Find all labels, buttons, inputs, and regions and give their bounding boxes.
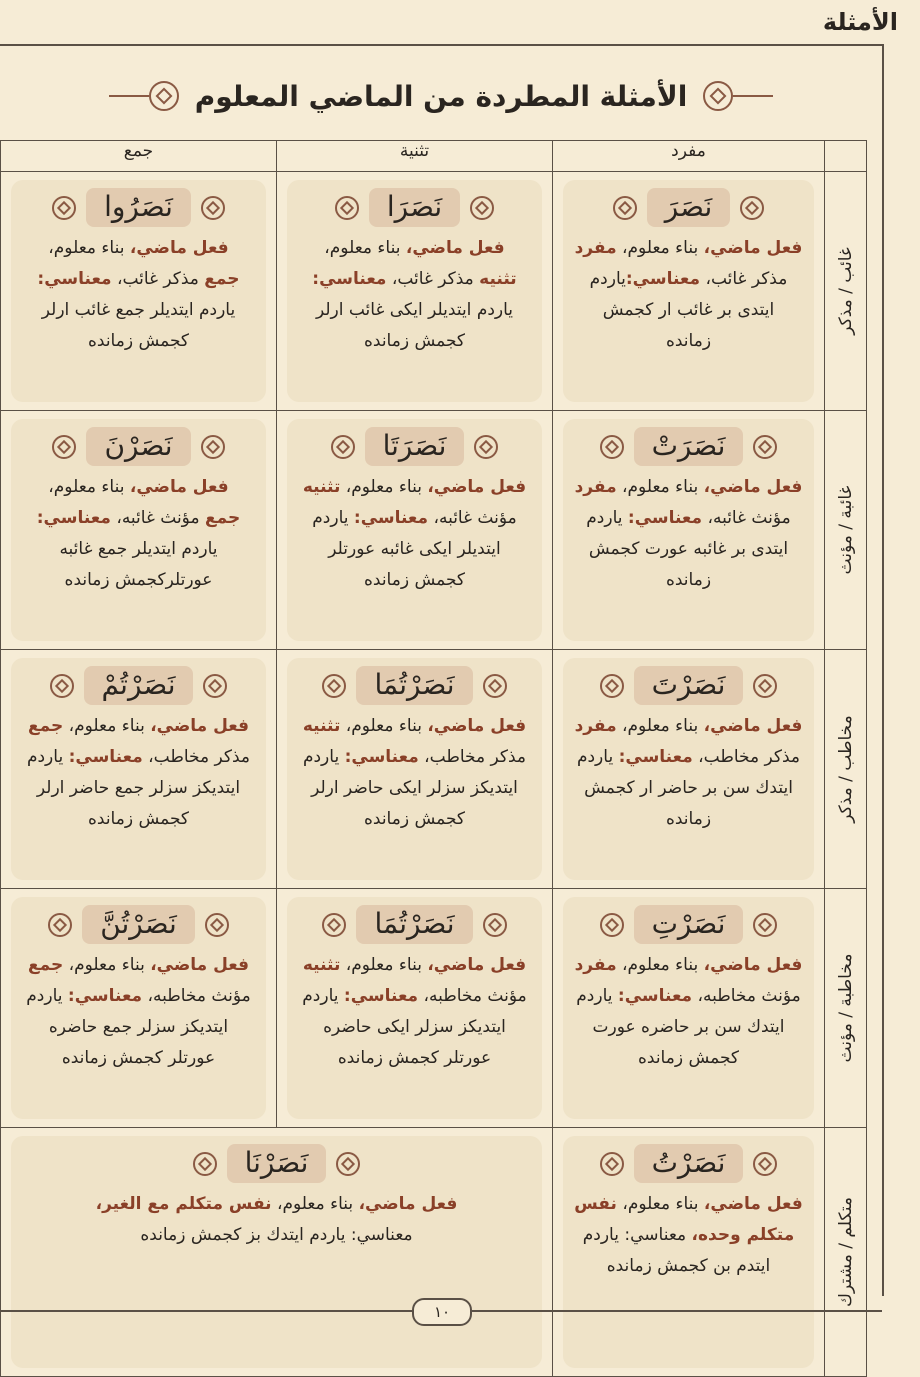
desc-bold: جمع <box>27 955 64 975</box>
desc-line-2 <box>17 742 260 773</box>
verb-description <box>17 950 260 1074</box>
desc-bold: معناسي: <box>37 269 112 289</box>
verb-row <box>569 1144 808 1183</box>
desc-text: مؤنث مخاطبه، <box>142 986 251 1006</box>
ornament-icon <box>600 913 624 937</box>
desc-line-3: ايتدم بن كجمش زمانده <box>606 1256 771 1276</box>
verb-form: نَصَرْتُنَّ <box>82 905 195 944</box>
desc-line-4: عورتلر كجمش زمانده <box>61 1048 216 1068</box>
desc-text: ياردم <box>26 747 69 767</box>
desc-line-2: معناسي: ياردم ايتدك بز كجمش زمانده <box>140 1225 413 1245</box>
desc-text: بناء معلوم، <box>616 955 704 975</box>
ornament-icon <box>205 913 229 937</box>
desc-text: مذكر غائب، <box>700 269 788 289</box>
desc-text: بناء معلوم، <box>616 238 704 258</box>
verb-form: نَصَرْنَ <box>86 427 190 466</box>
desc-line-1 <box>569 950 808 981</box>
col-head-plural: جمع <box>1 141 277 172</box>
table-row <box>1 172 867 411</box>
cell-card <box>563 658 814 880</box>
desc-line-1 <box>17 1189 536 1220</box>
table-cell <box>553 411 825 650</box>
ornament-line-right <box>733 95 773 97</box>
desc-line-1 <box>17 950 260 981</box>
chapter-title: الأمثلة <box>822 8 898 36</box>
verb-description <box>569 233 808 357</box>
desc-line-3: ياردم ايتديلر جمع غائب ارلر <box>41 300 236 320</box>
verb-form: نَصَرَتْ <box>634 427 744 466</box>
ornament-icon <box>52 435 76 459</box>
ornament-icon <box>600 1152 624 1176</box>
table-cell <box>1 411 277 650</box>
cell-card <box>11 180 266 402</box>
ornament-icon <box>474 435 498 459</box>
desc-text: مذكر مخاطب، <box>142 747 251 767</box>
desc-bold: نفس متكلم مع الغير، <box>95 1194 272 1214</box>
cell-card <box>11 658 266 880</box>
ornament-icon <box>203 674 227 698</box>
desc-line-4: زمانده <box>665 331 712 351</box>
desc-bold: فعل ماضي، <box>129 238 229 258</box>
ornament-icon <box>483 674 507 698</box>
row-label: مخاطب / مذكر <box>835 715 856 823</box>
ornament-icon <box>600 674 624 698</box>
desc-bold: تثنيه <box>302 477 341 497</box>
verb-row <box>293 666 536 705</box>
desc-text: بناء معلوم، <box>48 477 130 497</box>
desc-line-1 <box>293 233 536 264</box>
desc-text: بناء معلوم، <box>340 716 428 736</box>
desc-text: بناء معلوم، <box>63 716 151 736</box>
cell-card <box>563 1136 814 1368</box>
desc-text: معناسي: ياردم <box>582 1225 692 1245</box>
ornament-icon <box>149 81 179 111</box>
corner-cell <box>825 141 867 172</box>
conjugation-table <box>0 140 867 1377</box>
ornament-icon <box>322 913 346 937</box>
desc-bold: تثنيه <box>302 955 341 975</box>
desc-line-4: كجمش زمانده <box>87 331 190 351</box>
verb-row <box>293 188 536 227</box>
desc-text: بناء معلوم، <box>63 955 151 975</box>
ornament-icon <box>613 196 637 220</box>
desc-line-2 <box>293 264 536 295</box>
page-footer <box>0 1296 882 1326</box>
row-label: غائبة / مؤنث <box>835 485 856 575</box>
verb-description <box>569 472 808 596</box>
desc-line-2 <box>17 503 260 534</box>
page-number: ١٠ <box>412 1298 472 1326</box>
desc-line-4: كجمش زمانده <box>363 331 466 351</box>
desc-line-4: زمانده <box>665 570 712 590</box>
cell-card <box>287 419 542 641</box>
table-cell <box>277 650 553 889</box>
table-cell <box>553 1128 825 1377</box>
desc-text: ياردم <box>586 508 628 528</box>
desc-bold: مفرد <box>574 955 617 975</box>
verb-row <box>17 1144 536 1183</box>
table-row <box>1 650 867 889</box>
row-label-cell <box>825 889 867 1128</box>
desc-line-4: عورتلركجمش زمانده <box>64 570 213 590</box>
desc-line-1 <box>17 472 260 503</box>
desc-line-3: ياردم ايتديلر ايكى غائب ارلر <box>315 300 514 320</box>
desc-bold: فعل ماضي، <box>358 1194 458 1214</box>
table-row <box>1 411 867 650</box>
verb-description <box>293 233 536 357</box>
desc-line-3: ايتديكز سزلر ايكى حاضره <box>323 1017 506 1037</box>
desc-line-1 <box>293 711 536 742</box>
desc-bold: فعل ماضي، <box>703 716 803 736</box>
verb-row <box>569 427 808 466</box>
row-label-cell <box>825 411 867 650</box>
desc-bold: تثنيه <box>479 269 517 289</box>
desc-text: بناء معلوم، <box>616 1194 704 1214</box>
verb-description <box>17 233 260 357</box>
desc-bold: نفس <box>574 1194 617 1214</box>
desc-bold: معناسي: <box>36 508 111 528</box>
section-heading: الأمثلة المطردة من الماضي المعلوم <box>194 79 688 113</box>
desc-bold: مفرد <box>574 477 617 497</box>
desc-bold: معناسي: <box>353 508 429 528</box>
desc-line-2 <box>17 981 260 1012</box>
ornament-icon <box>335 196 359 220</box>
desc-text: بناء معلوم، <box>324 238 406 258</box>
desc-line-3: ايتدى بر غائب ار كجمش <box>602 300 775 320</box>
desc-text: بناء معلوم، <box>48 238 130 258</box>
desc-bold: فعل ماضي، <box>703 477 803 497</box>
row-label: غائب / مذكر <box>835 247 856 335</box>
desc-bold: فعل ماضي، <box>150 955 250 975</box>
desc-bold: فعل ماضي، <box>427 716 527 736</box>
ornament-icon <box>753 674 777 698</box>
desc-text: مؤنث غائبه، <box>428 508 517 528</box>
desc-line-4: عورتلر كجمش زمانده <box>337 1048 492 1068</box>
desc-line-2 <box>569 1220 808 1251</box>
table-cell <box>1 889 277 1128</box>
col-head-singular: مفرد <box>553 141 825 172</box>
verb-form: نَصَرْتُمْ <box>84 666 194 705</box>
ornament-icon <box>201 196 225 220</box>
desc-line-3: ياردم ايتديلر جمع غائبه <box>59 539 218 559</box>
verb-row <box>569 666 808 705</box>
desc-line-4: زمانده <box>665 809 712 829</box>
desc-line-2 <box>293 981 536 1012</box>
verb-form: نَصَرَا <box>369 188 460 227</box>
desc-line-4: كجمش زمانده <box>363 570 466 590</box>
ornament-icon <box>336 1152 360 1176</box>
ornament-icon <box>193 1152 217 1176</box>
desc-line-4: كجمش زمانده <box>87 809 190 829</box>
verb-row <box>17 427 260 466</box>
desc-line-1 <box>17 711 260 742</box>
desc-line-4: كجمش زمانده <box>637 1048 740 1068</box>
desc-text: مؤنث غائبه، <box>702 508 791 528</box>
desc-line-2 <box>569 981 808 1012</box>
ornament-icon <box>50 674 74 698</box>
desc-text: مذكر مخاطب، <box>418 747 527 767</box>
cell-card <box>11 419 266 641</box>
cell-card <box>563 897 814 1119</box>
desc-text: بناء معلوم، <box>340 955 428 975</box>
verb-form: نَصَرْنَا <box>227 1144 327 1183</box>
desc-text: مذكر غائب، <box>111 269 205 289</box>
verb-form: نَصَرْتُمَا <box>356 666 472 705</box>
desc-bold: معناسي: <box>625 269 701 289</box>
desc-text: ياردم <box>26 986 68 1006</box>
verb-form: نَصَرَتَا <box>365 427 465 466</box>
desc-bold: جمع <box>204 508 241 528</box>
desc-text: ياردم <box>576 747 619 767</box>
cell-card <box>11 1136 542 1368</box>
desc-bold: متكلم وحده، <box>691 1225 795 1245</box>
ornament-icon <box>331 435 355 459</box>
table-cell <box>277 411 553 650</box>
cell-card <box>563 180 814 402</box>
desc-text: بناء معلوم، <box>271 1194 359 1214</box>
desc-bold: معناسي: <box>312 269 387 289</box>
ornament-icon <box>753 913 777 937</box>
table-cell <box>277 889 553 1128</box>
desc-bold: جمع <box>27 716 64 736</box>
cell-card <box>287 180 542 402</box>
desc-bold: جمع <box>204 269 240 289</box>
verb-form: نَصَرَ <box>647 188 731 227</box>
desc-line-3: ايتديكز سزلر ايكى حاضر ارلر <box>311 778 518 798</box>
ornament-icon <box>753 435 777 459</box>
row-label: مخاطبة / مؤنث <box>835 953 856 1063</box>
verb-row <box>293 427 536 466</box>
ornament-icon <box>600 435 624 459</box>
desc-line-1 <box>17 233 260 264</box>
table-cell <box>1 1128 553 1377</box>
desc-bold: فعل ماضي، <box>427 477 527 497</box>
table-cell <box>553 172 825 411</box>
desc-line-3: ايتدى بر غائبه عورت كجمش <box>588 539 789 559</box>
desc-text: بناء معلوم، <box>616 716 704 736</box>
desc-text: مؤنث غائبه، <box>110 508 205 528</box>
table-cell <box>553 889 825 1128</box>
cell-card <box>287 897 542 1119</box>
desc-bold: فعل ماضي، <box>703 238 803 258</box>
header-row <box>1 141 867 172</box>
ornament-icon <box>753 1152 777 1176</box>
desc-bold: مفرد <box>574 238 617 258</box>
desc-line-1 <box>569 472 808 503</box>
desc-line-1 <box>569 711 808 742</box>
ornament-icon <box>470 196 494 220</box>
heading-bar <box>0 66 882 126</box>
verb-row <box>569 188 808 227</box>
verb-row <box>17 666 260 705</box>
row-label-cell <box>825 650 867 889</box>
desc-text: بناء معلوم، <box>616 477 704 497</box>
verb-description <box>569 1189 808 1282</box>
ornament-icon <box>740 196 764 220</box>
verb-description <box>293 472 536 596</box>
verb-row <box>17 188 260 227</box>
table-row <box>1 889 867 1128</box>
desc-text: بناء معلوم، <box>340 477 428 497</box>
verb-description <box>293 711 536 835</box>
verb-form: نَصَرْتِ <box>634 905 744 944</box>
desc-bold: معناسي: <box>344 747 419 767</box>
desc-line-3: ايتديلر ايكى غائبه عورتلر <box>328 539 501 559</box>
cell-card <box>563 419 814 641</box>
desc-bold: مفرد <box>574 716 617 736</box>
row-label-cell <box>825 172 867 411</box>
desc-line-1 <box>569 1189 808 1220</box>
table-cell <box>553 650 825 889</box>
desc-text: ياردم <box>302 986 344 1006</box>
desc-line-1 <box>293 472 536 503</box>
verb-form: نَصَرْتَ <box>634 666 744 705</box>
desc-text: مؤنث مخاطبه، <box>692 986 801 1006</box>
desc-line-2 <box>569 503 808 534</box>
desc-text: ياردم <box>302 747 345 767</box>
verb-description <box>17 1189 536 1251</box>
table-cell <box>1 172 277 411</box>
desc-line-1 <box>293 950 536 981</box>
desc-bold: معناسي: <box>68 747 143 767</box>
desc-text: ياردم <box>312 508 354 528</box>
ornament-line-left <box>109 95 149 97</box>
ornament-icon <box>52 196 76 220</box>
verb-description <box>17 472 260 596</box>
desc-bold: فعل ماضي، <box>150 716 250 736</box>
verb-description <box>293 950 536 1074</box>
row-label-cell <box>825 1128 867 1377</box>
verb-form: نَصَرْتُ <box>634 1144 744 1183</box>
ornament-icon <box>48 913 72 937</box>
desc-bold: معناسي: <box>343 986 419 1006</box>
desc-line-3: ايتديكز سزلر جمع حاضره <box>48 1017 229 1037</box>
row-label: متكلم / مشترك <box>835 1197 856 1307</box>
desc-text: مذكر مخاطب، <box>692 747 801 767</box>
verb-form: نَصَرْتُمَا <box>356 905 472 944</box>
desc-line-4: كجمش زمانده <box>363 809 466 829</box>
desc-text: مؤنث مخاطبه، <box>418 986 527 1006</box>
table-cell <box>277 172 553 411</box>
desc-line-1 <box>569 233 808 264</box>
ornament-icon <box>322 674 346 698</box>
desc-line-3: ايتدك سن بر حاضره عورت <box>592 1017 785 1037</box>
verb-form: نَصَرُوا <box>86 188 191 227</box>
table-row <box>1 1128 867 1377</box>
col-head-dual: تثنية <box>277 141 553 172</box>
desc-line-2 <box>293 742 536 773</box>
desc-bold: معناسي: <box>617 986 693 1006</box>
verb-row <box>293 905 536 944</box>
desc-text: ياردم <box>576 986 618 1006</box>
verb-row <box>17 905 260 944</box>
desc-line-2 <box>293 503 536 534</box>
desc-bold: تثنيه <box>302 716 341 736</box>
desc-line-3: ايتديكز سزلر جمع حاضر ارلر <box>36 778 241 798</box>
ornament-icon <box>201 435 225 459</box>
verb-description <box>569 711 808 835</box>
ornament-icon <box>483 913 507 937</box>
desc-bold: فعل ماضي، <box>703 1194 803 1214</box>
desc-bold: معناسي: <box>618 747 693 767</box>
desc-line-3: ايتدك سن بر حاضر ار كجمش <box>584 778 793 798</box>
desc-line-2 <box>569 742 808 773</box>
cell-card <box>11 897 266 1119</box>
verb-row <box>569 905 808 944</box>
verb-description <box>17 711 260 835</box>
ornament-icon <box>703 81 733 111</box>
verb-description <box>569 950 808 1074</box>
desc-text: ياردم <box>589 269 626 289</box>
desc-bold: معناسي: <box>627 508 703 528</box>
desc-line-2 <box>17 264 260 295</box>
desc-bold: معناسي: <box>67 986 143 1006</box>
desc-bold: فعل ماضي، <box>427 955 527 975</box>
table-cell <box>1 650 277 889</box>
desc-bold: فعل ماضي، <box>405 238 505 258</box>
cell-card <box>287 658 542 880</box>
desc-bold: فعل ماضي، <box>129 477 229 497</box>
desc-line-2 <box>569 264 808 295</box>
desc-bold: فعل ماضي، <box>703 955 803 975</box>
desc-text: مذكر غائب، <box>386 269 480 289</box>
